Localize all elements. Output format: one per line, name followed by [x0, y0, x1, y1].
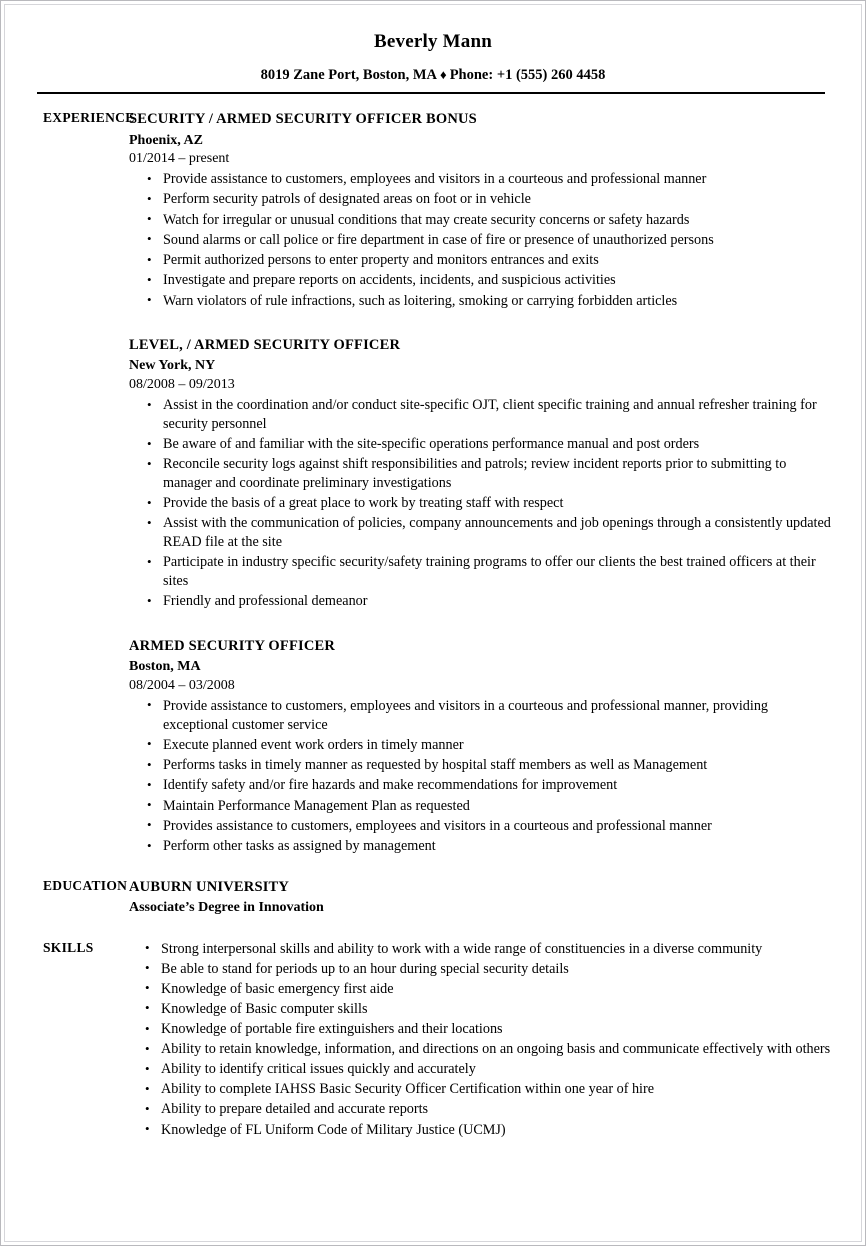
job-bullet: • Provide the basis of a great place to work by treating staff with respect [141, 494, 833, 514]
job-bullet: • Provides assistance to customers, employees and visitors in a courteous and professional manner [141, 817, 833, 837]
contact-line [5, 67, 861, 84]
skills-section [5, 940, 861, 1141]
page-border [4, 4, 862, 1242]
job-location: Boston, MA [129, 659, 201, 675]
job-bullet: • Perform security patrols of designated areas on foot or in vehicle [141, 190, 833, 210]
job-location: Phoenix, AZ [129, 132, 203, 148]
skills-bullet-list [139, 940, 833, 1141]
experience-section [5, 110, 861, 857]
education-school: AUBURN UNIVERSITY [129, 879, 290, 896]
job-bullet: • Perform other tasks as assigned by management [141, 837, 833, 857]
experience-job [129, 637, 833, 858]
job-bullet-list [141, 170, 833, 312]
skill-bullet: • Strong interpersonal skills and ability to work with a wide range of constituencies in a diverse community [139, 940, 833, 960]
skill-bullet: • Knowledge of Basic computer skills [139, 1000, 833, 1020]
job-bullet: • Permit authorized persons to enter property and monitors entrances and exits [141, 251, 833, 271]
education-body [129, 878, 861, 917]
job-dates: 01/2014 – present [129, 151, 230, 167]
job-bullet: • Assist in the coordination and/or conduct site-specific OJT, client specific training and annual refresher training for security personnel [141, 396, 833, 435]
job-bullet: • Performs tasks in timely manner as requested by hospital staff members as well as Management [141, 756, 833, 776]
experience-job [129, 336, 833, 613]
education-degree: Associate’s Degree in Innovation [129, 899, 324, 915]
skill-bullet: • Knowledge of basic emergency first aide [139, 980, 833, 1000]
job-bullet-list [141, 697, 833, 857]
job-bullet: • Provide assistance to customers, employees and visitors in a courteous and professional manner, providing exceptional customer service [141, 697, 833, 736]
skill-bullet: • Knowledge of FL Uniform Code of Military Justice (UCMJ) [139, 1121, 833, 1141]
job-bullet: • Sound alarms or call police or fire department in case of fire or presence of unauthorized persons [141, 231, 833, 251]
skill-bullet: • Ability to retain knowledge, information, and directions on an ongoing basis and communicate effectively with others [139, 1040, 833, 1060]
job-bullet: • Identify safety and/or fire hazards and make recommendations for improvement [141, 776, 833, 796]
job-bullet: • Maintain Performance Management Plan as requested [141, 797, 833, 817]
skill-bullet: • Ability to prepare detailed and accurate reports [139, 1100, 833, 1120]
skill-bullet: • Ability to identify critical issues quickly and accurately [139, 1060, 833, 1080]
section-label-skills: SKILLS [43, 939, 94, 955]
skill-bullet: • Knowledge of portable fire extinguishers and their locations [139, 1020, 833, 1040]
section-label-education: EDUCATION [43, 878, 128, 894]
contact-phone: Phone: +1 (555) 260 4458 [449, 67, 606, 83]
job-bullet: • Friendly and professional demeanor [141, 592, 833, 612]
skills-body [129, 940, 861, 1141]
job-bullet: • Execute planned event work orders in timely manner [141, 736, 833, 756]
job-title: ARMED SECURITY OFFICER [129, 637, 336, 654]
job-bullet: • Provide assistance to customers, employees and visitors in a courteous and professional manner [141, 170, 833, 190]
section-label-experience: EXPERIENCE [43, 110, 135, 125]
job-bullet: • Assist with the communication of policies, company announcements and job openings through a consistently updated READ file at the site [141, 514, 833, 553]
job-dates: 08/2008 – 09/2013 [129, 376, 235, 392]
job-bullet-list [141, 396, 833, 613]
resume-content [5, 5, 861, 1241]
job-title: LEVEL, / ARMED SECURITY OFFICER [129, 336, 401, 353]
job-dates: 08/2004 – 03/2008 [129, 677, 235, 693]
job-bullet: • Investigate and prepare reports on accidents, incidents, and suspicious activities [141, 271, 833, 291]
header-divider [37, 92, 825, 94]
job-bullet: • Be aware of and familiar with the site-specific operations performance manual and post orders [141, 435, 833, 455]
skill-bullet: • Be able to stand for periods up to an hour during special security details [139, 960, 833, 980]
diamond-icon: ♦ [440, 67, 447, 82]
resume-header [5, 31, 861, 94]
job-bullet: • Watch for irregular or unusual conditions that may create security concerns or safety hazards [141, 211, 833, 231]
experience-job [129, 110, 833, 312]
experience-body [129, 110, 861, 857]
job-bullet: • Participate in industry specific security/safety training programs to offer our clients the best trained officers at their sites [141, 553, 833, 592]
skill-bullet: • Ability to complete IAHSS Basic Security Officer Certification within one year of hire [139, 1080, 833, 1100]
job-bullet: • Reconcile security logs against shift responsibilities and patrols; review incident reports prior to submitting to manager and coordinate preliminary investigations [141, 455, 833, 494]
contact-address: 8019 Zane Port, Boston, MA [260, 67, 438, 83]
education-section [5, 878, 861, 917]
job-location: New York, NY [129, 358, 216, 374]
job-title: SECURITY / ARMED SECURITY OFFICER BONUS [129, 111, 477, 127]
candidate-name: Beverly Mann [374, 31, 492, 52]
job-bullet: • Warn violators of rule infractions, such as loitering, smoking or carrying forbidden articles [141, 292, 833, 312]
